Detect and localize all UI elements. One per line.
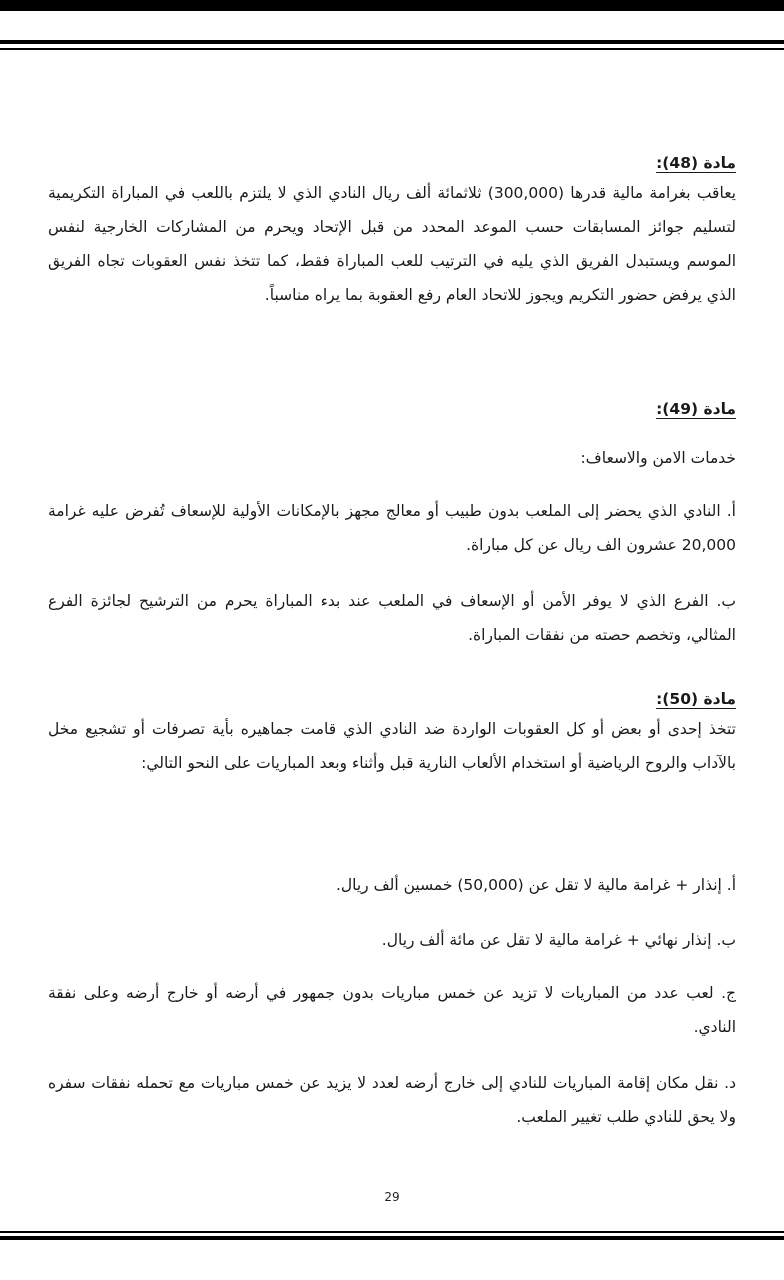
- article-list-item: ب. إنذار نهائي + غرامة مالية لا تقل عن مائة ألف ريال.: [381, 931, 736, 949]
- article-49-intro: [48, 441, 736, 475]
- article-heading: مادة (48):: [656, 154, 736, 172]
- article-paragraph: يعاقب بغرامة مالية قدرها (300,000) ثلاثمائة ألف ريال النادي الذي لا يلتزم باللعب في المباراة التكريمية لتسليم جوائز المسابقات حسب الموعد المحدد من قبل الإتحاد ويحرم من المشاركات الخارجية لنفس الموسم ويستبدل الفريق الذي يليه في الترتيب للعب المباراة فقط، كما تتخذ نفس العقوبات تجاه الفريق الذي يرفض حضور التكريم ويجوز للاتحاد العام رفع العقوبة بما يراه مناسباً.: [48, 184, 736, 304]
- article-50-heading-block: [48, 682, 736, 716]
- article-49-item-b: [48, 584, 736, 652]
- article-list-item: د. نقل مكان إقامة المباريات للنادي إلى خارج أرضه لعدد لا يزيد عن خمس مباريات مع تحمله نفقات سفره ولا يحق للنادي طلب تغيير الملعب.: [48, 1074, 736, 1126]
- article-50-intro: [48, 712, 736, 780]
- article-list-item: ج. لعب عدد من المباريات لا تزيد عن خمس مباريات بدون جمهور في أرضه أو خارج أرضه وعلى نفقة النادي.: [48, 984, 736, 1036]
- article-paragraph: تتخذ إحدى أو بعض أو كل العقوبات الواردة ضد النادي الذي قامت جماهيره بأية تصرفات أو تشجيع مخل بالآداب والروح الرياضية أو استخدام الألعاب النارية قبل وأثناء وبعد المباريات على النحو التالي:: [48, 720, 736, 772]
- article-heading: مادة (49):: [656, 400, 736, 418]
- article-list-item: ب. الفرع الذي لا يوفر الأمن أو الإسعاف في الملعب عند بدء المباراة يحرم من الترشيح لجائزة الفرع المثالي، وتخصم حصته من نفقات المباراة.: [48, 592, 736, 644]
- article-49-item-a: [48, 494, 736, 562]
- article-50-item-c: [48, 976, 736, 1044]
- article-heading: مادة (50):: [656, 690, 736, 708]
- article-paragraph: خدمات الامن والاسعاف:: [580, 449, 736, 467]
- page-number: 29: [384, 1190, 400, 1204]
- article-50-item-b: [48, 923, 736, 957]
- article-48-heading-block: [48, 146, 736, 180]
- article-50-item-a: [48, 868, 736, 902]
- article-48-paragraph: [48, 176, 736, 312]
- article-49-heading-block: [48, 392, 736, 426]
- document-body: [48, 0, 736, 1280]
- article-50-item-d: [48, 1066, 736, 1134]
- article-list-item: أ. إنذار + غرامة مالية لا تقل عن (50,000) خمسين ألف ريال.: [335, 876, 736, 894]
- article-list-item: أ. النادي الذي يحضر إلى الملعب بدون طبيب أو معالج مجهز بالإمكانات الأولية للإسعاف تُفرض عليه غرامة 20,000 عشرون الف ريال عن كل مباراة.: [48, 502, 736, 554]
